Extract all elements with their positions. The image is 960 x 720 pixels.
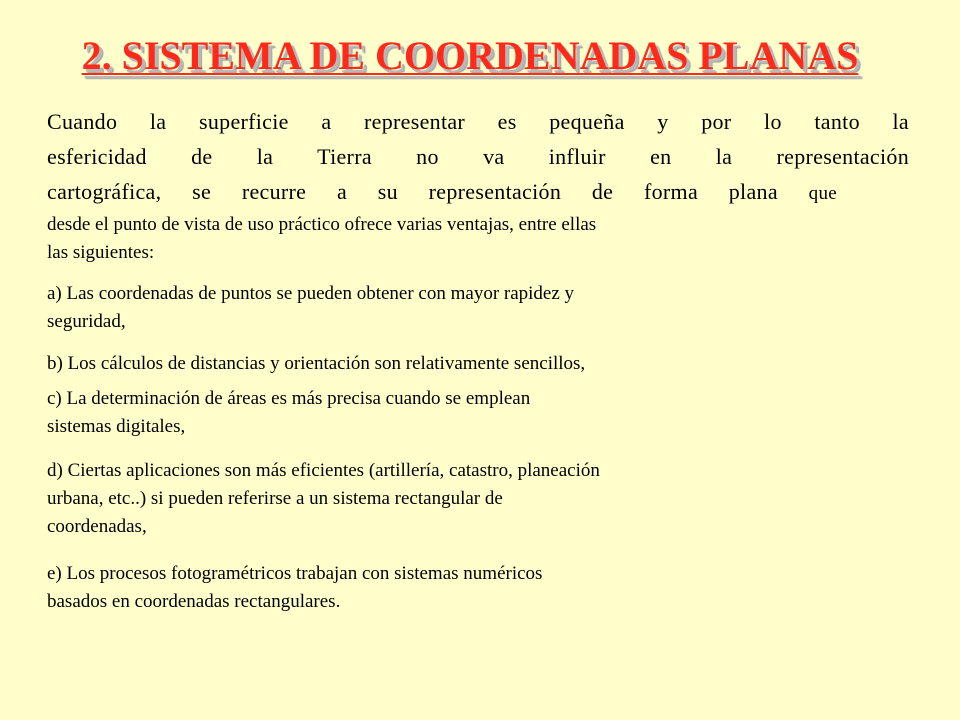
list-item-line: c) La determinación de áreas es más precisa cuando se emplean [47,388,531,409]
list-item-a [47,280,847,336]
list-item-line: b) Los cálculos de distancias y orientación son relativamente sencillos, [47,353,586,374]
intro-line-5: las siguientes: [47,242,155,263]
list-item-line: sistemas digitales, [47,416,186,437]
intro-line-2: esfericidad de la Tierra no va influir en la representación [47,144,909,169]
intro-continuation [47,211,847,267]
intro-line-3-tail: que [808,183,837,204]
intro-line-4: desde el punto de vista de uso práctico ofrece varias ventajas, entre ellas [47,214,597,235]
list-item-line: a) Las coordenadas de puntos se pueden obtener con mayor rapidez y [47,283,575,304]
list-item-line: coordenadas, [47,516,147,537]
list-item-line: d) Ciertas aplicaciones son más eficientes (artillería, catastro, planeación [47,460,600,481]
intro-line-1: Cuando la superficie a representar es pequeña y por lo tanto la [47,109,909,134]
intro-line-3-main: cartográfica, se recurre a su representación de forma plana [47,179,778,204]
list-item-line: seguridad, [47,311,126,332]
intro-paragraph [47,104,909,211]
list-item-line: urbana, etc..) si pueden referirse a un sistema rectangular de [47,488,503,509]
list-item-b [47,350,847,378]
intro-line-3 [47,174,837,211]
list-item-line: e) Los procesos fotogramétricos trabajan con sistemas numéricos [47,563,543,584]
list-item-c [47,385,847,441]
slide-title: 2. SISTEMA DE COORDENADAS PLANAS [81,33,859,78]
list-item-d [47,457,847,541]
list-item-line: basados en coordenadas rectangulares. [47,591,341,612]
list-item-e [47,560,847,616]
